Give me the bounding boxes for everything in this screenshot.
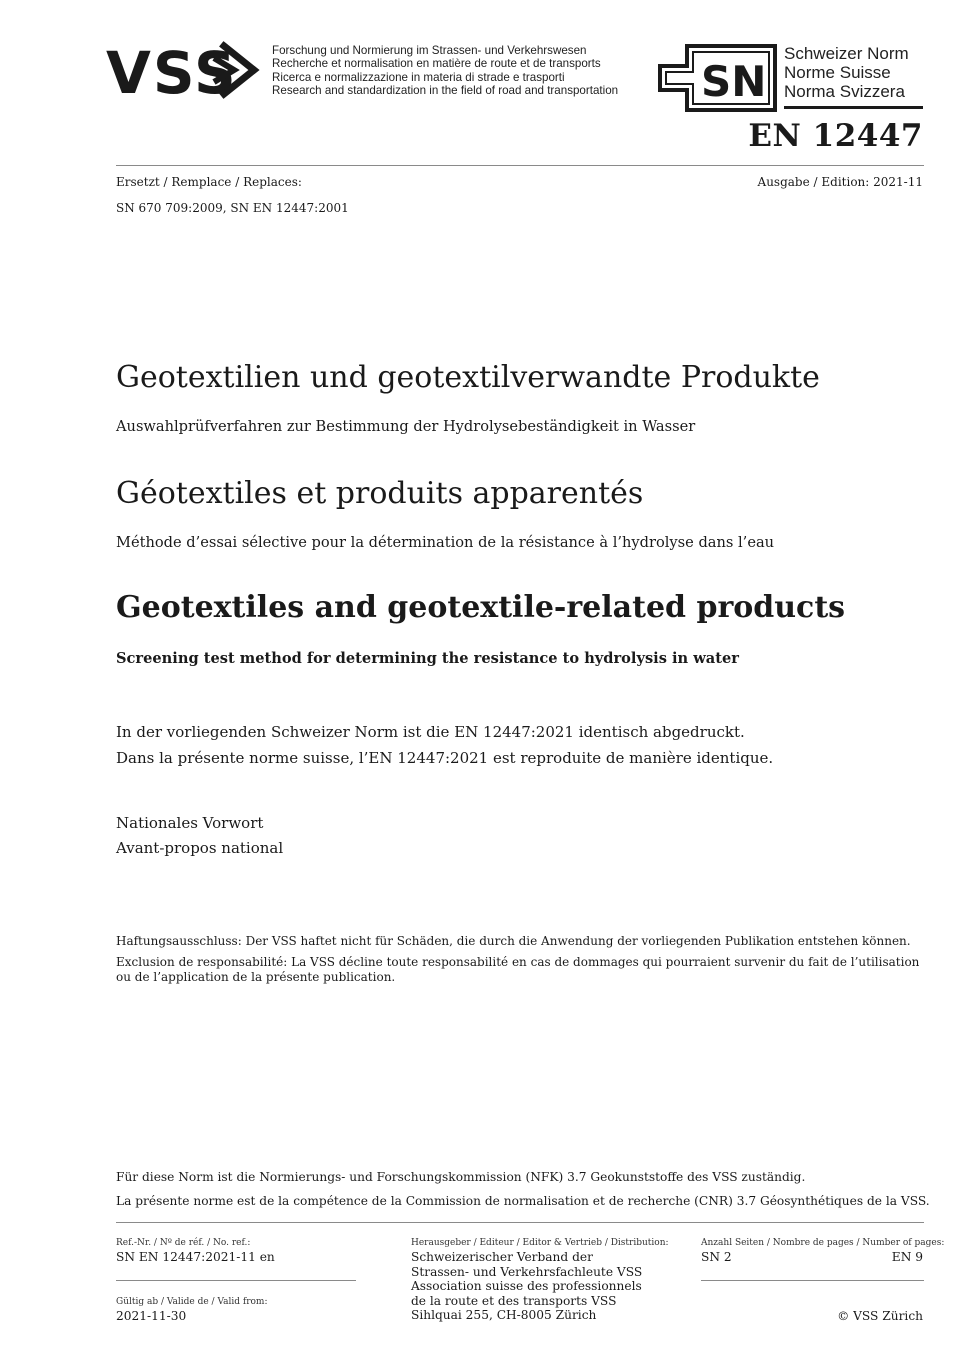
vss-logo-graphic — [106, 40, 266, 100]
title-fr: Géotextiles et produits apparentés — [116, 476, 644, 511]
title-en: Geotextiles and geotextile-related products — [116, 590, 846, 625]
copyright: © VSS Zürich — [837, 1309, 923, 1323]
ref-value: SN EN 12447:2021-11 en — [116, 1250, 275, 1264]
pages-en: EN 9 — [891, 1250, 923, 1264]
publisher-line: de la route et des transports VSS — [411, 1293, 617, 1308]
foreword-de: Nationales Vorwort — [116, 814, 264, 832]
pages-sn: SN 2 — [701, 1250, 732, 1264]
sn-description — [784, 44, 909, 101]
committee-fr: La présente norme est de la compétence de la Commission de normalisation et de recherche (CNR) 3.7 Géosynthétiques de la VSS. — [116, 1194, 930, 1208]
ref-divider — [116, 1280, 356, 1281]
sn-logo — [657, 44, 779, 112]
norm-number: EN 12447 — [748, 118, 923, 154]
sn-line-fr: Norme Suisse — [784, 63, 891, 82]
disclaimer-fr-line1: Exclusion de responsabilité: La VSS décline toute responsabilité en cas de dommages qui pourraient survenir du fait de l’utilisation — [116, 955, 920, 969]
vss-description — [272, 44, 618, 98]
vss-line-en: Research and standardization in the field of road and transportation — [272, 84, 619, 98]
foreword-fr: Avant-propos national — [116, 839, 284, 857]
swiss-cross-sn-icon — [657, 44, 779, 112]
publisher-line: Schweizerischer Verband der — [411, 1250, 593, 1264]
publisher-label: Herausgeber / Editeur / Editor & Vertrieb / Distribution: — [411, 1238, 669, 1248]
vss-line-de: Forschung und Normierung im Strassen- und Verkehrswesen — [272, 44, 587, 57]
ref-label: Ref.-Nr. / Nº de réf. / No. ref.: — [116, 1238, 251, 1248]
edition-label: Ausgabe / Edition: 2021-11 — [757, 175, 923, 189]
vss-line-fr: Recherche et normalisation en matière de route et de transports — [272, 57, 601, 71]
sn-underline — [784, 106, 923, 109]
vss-line-it: Ricerca e normalizzazione in materia di strade e trasporti — [272, 70, 565, 84]
publisher-line: Association suisse des professionnels — [411, 1279, 642, 1294]
publisher-line: Sihlquai 255, CH-8005 Zürich — [411, 1308, 597, 1323]
identical-note-de: In der vorliegenden Schweizer Norm ist die EN 12447:2021 identisch abgedruckt. — [116, 723, 745, 741]
pages-divider — [701, 1280, 924, 1281]
subtitle-fr: Méthode d’essai sélective pour la détermination de la résistance à l’hydrolyse dans l’eau — [116, 534, 775, 551]
pages-label: Anzahl Seiten / Nombre de pages / Number of pages: — [701, 1238, 945, 1248]
vss-logo-text: VSS — [106, 40, 238, 100]
valid-label: Gültig ab / Valide de / Valid from: — [116, 1297, 268, 1307]
sn-line-de: Schweizer Norm — [784, 44, 909, 63]
valid-value: 2021-11-30 — [116, 1309, 187, 1323]
sn-line-it: Norma Svizzera — [784, 82, 905, 101]
replaces-label: Ersetzt / Remplace / Replaces: — [116, 175, 302, 189]
disclaimer-fr-line2: ou de l’application de la présente publication. — [116, 970, 396, 984]
disclaimer-de: Haftungsausschluss: Der VSS haftet nicht für Schäden, die durch die Anwendung der vorliegenden Publikation entstehen können. — [116, 934, 911, 948]
committee-de: Für diese Norm ist die Normierungs- und Forschungskommission (NFK) 3.7 Geokunststoffe des VSS zuständig. — [116, 1170, 806, 1184]
header-divider — [116, 165, 924, 166]
sn-logo-text: SN — [701, 57, 767, 106]
title-de: Geotextilien und geotextilverwandte Produkte — [116, 360, 820, 395]
publisher-line: Strassen- und Verkehrsfachleute VSS — [411, 1264, 643, 1279]
vss-logo — [106, 40, 266, 100]
replaces-value: SN 670 709:2009, SN EN 12447:2001 — [116, 201, 349, 215]
footer-divider — [116, 1222, 924, 1223]
identical-note-fr: Dans la présente norme suisse, l’EN 12447:2021 est reproduite de manière identique. — [116, 749, 774, 767]
subtitle-en: Screening test method for determining the resistance to hydrolysis in water — [116, 650, 739, 667]
subtitle-de: Auswahlprüfverfahren zur Bestimmung der Hydrolysebeständigkeit in Wasser — [116, 418, 696, 435]
publisher-block — [411, 1250, 642, 1323]
